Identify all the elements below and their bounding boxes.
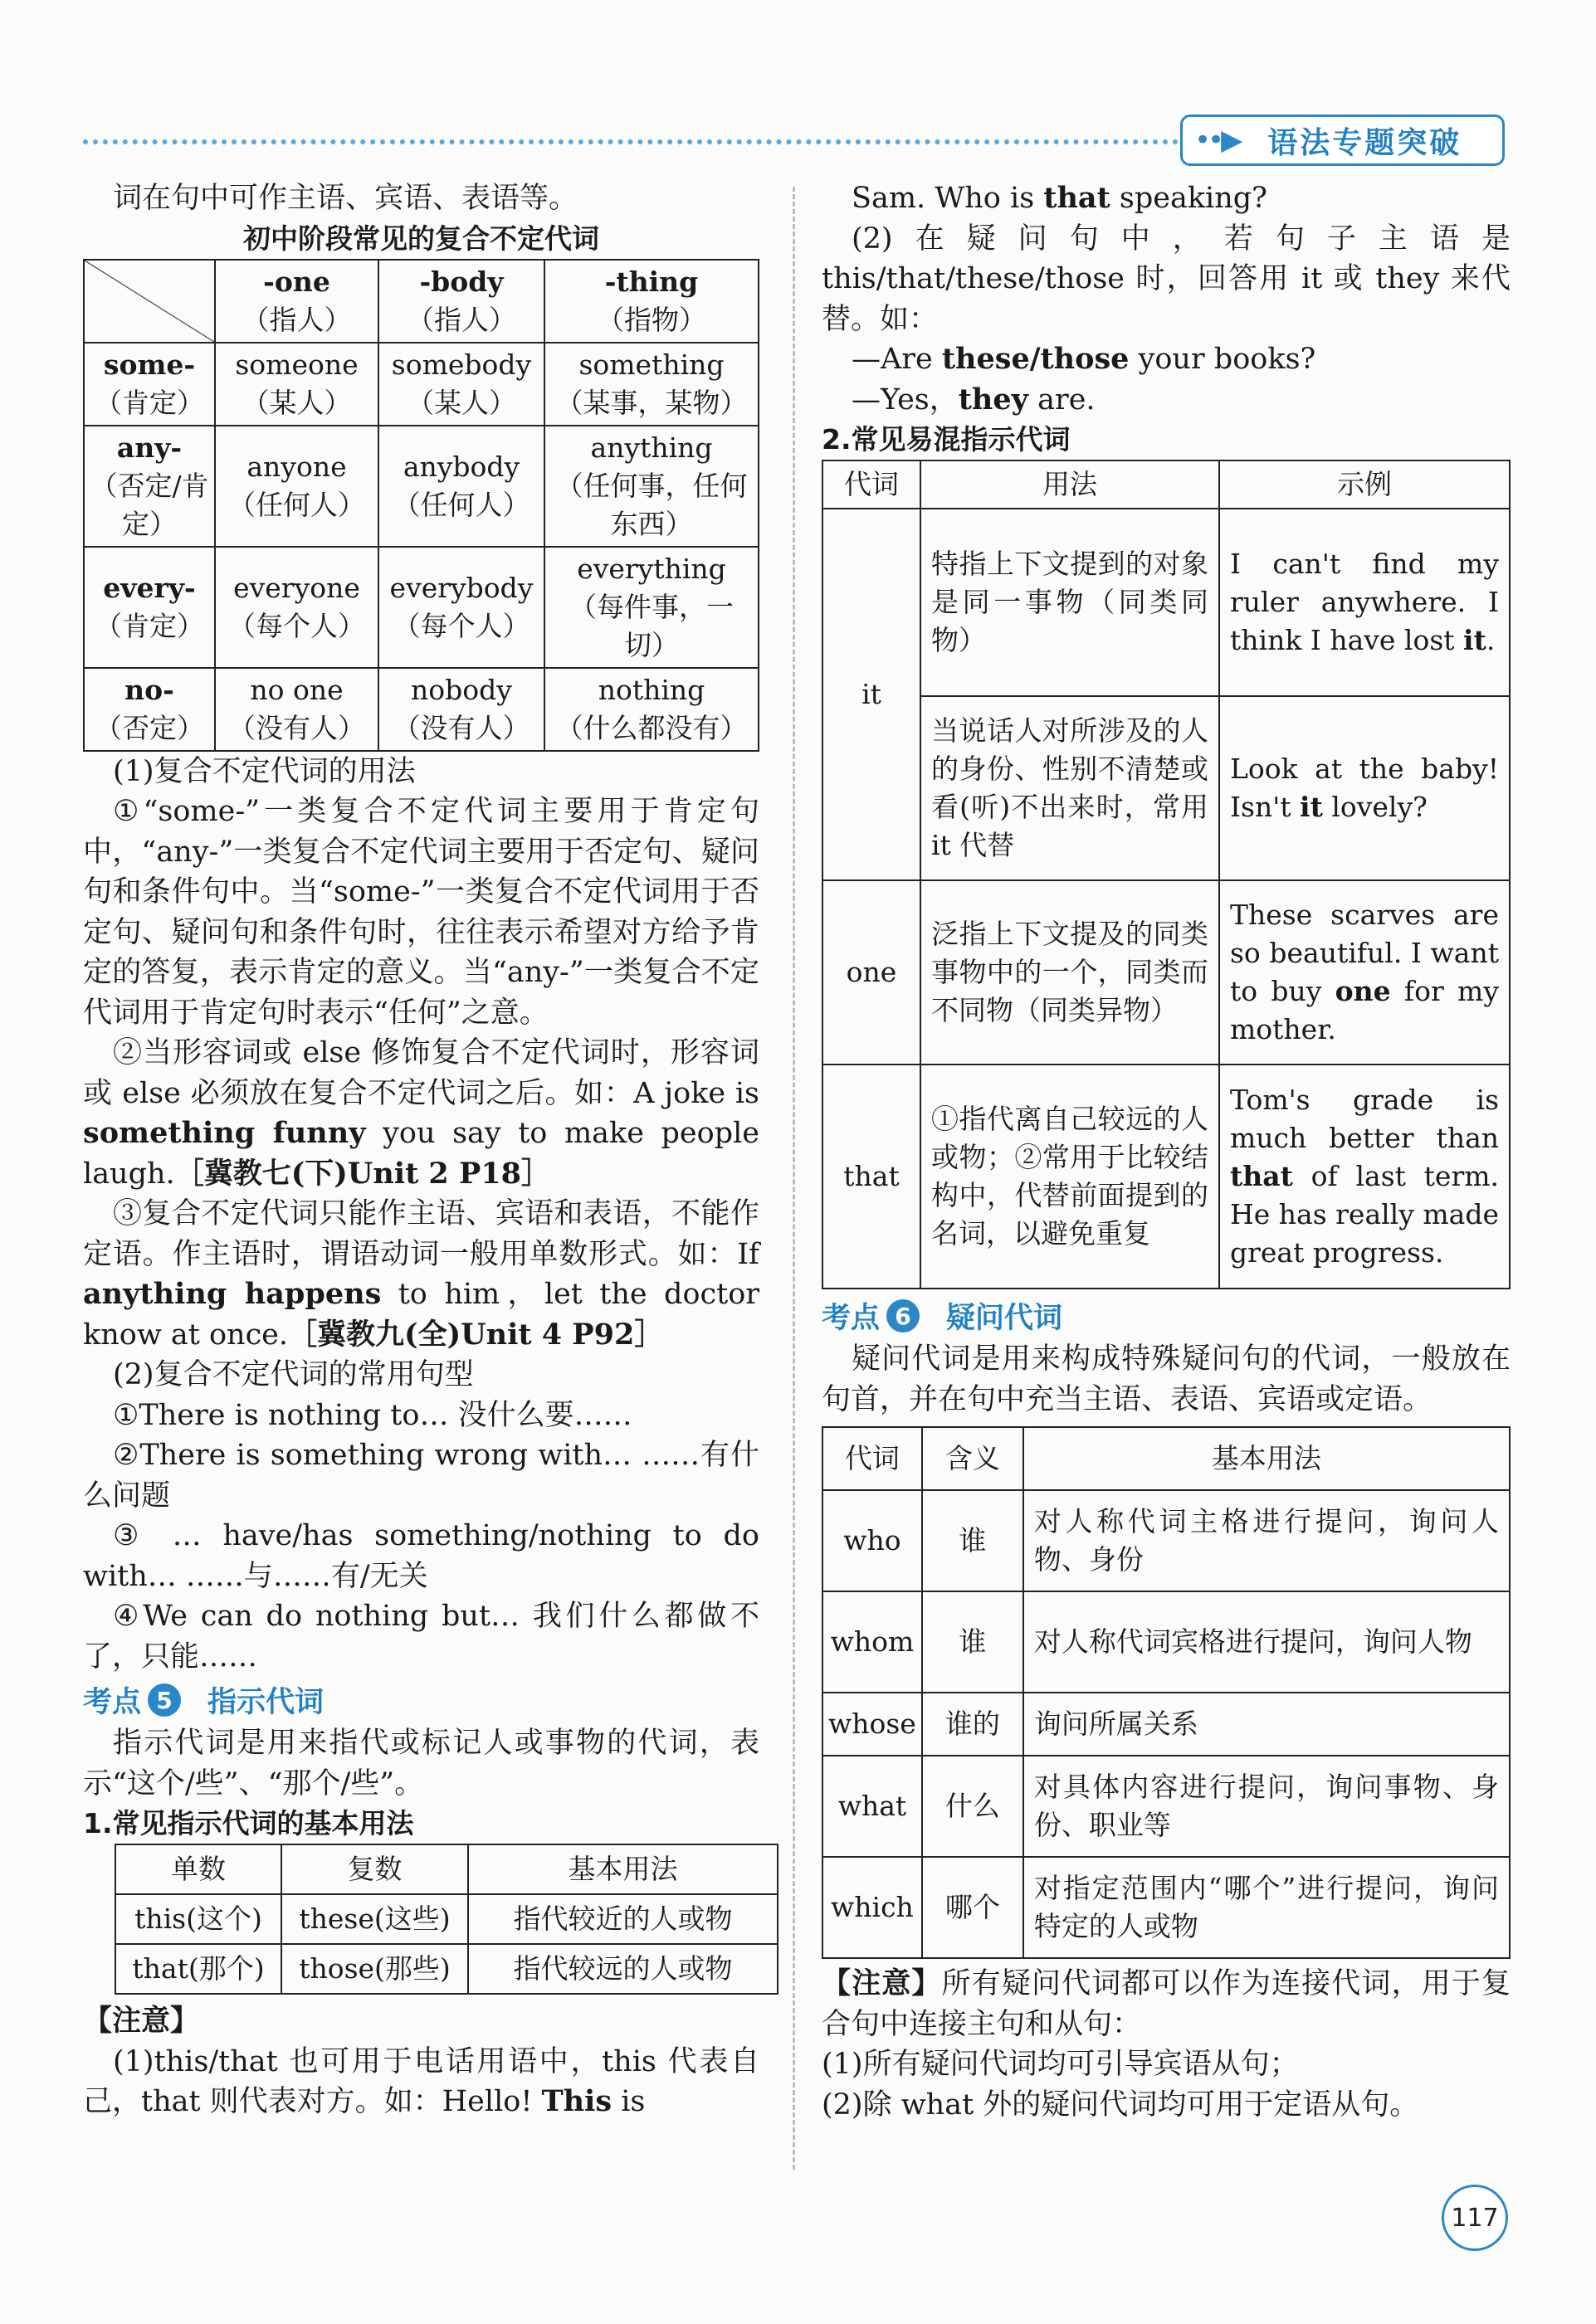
paragraph: Sam. Who is that speaking?	[852, 181, 1267, 215]
paragraph: (1)所有疑问代词均可引导宾语从句；	[822, 2048, 1299, 2081]
table-row: that ①指代离自己较远的人或物；②常用于比较结构中，代替前面提到的名词，以避免重复 Tom's grade is much better than that of last term. He has really made great progress.	[822, 1065, 1510, 1289]
table-row: it 特指上下文提到的对象是同一事物（同类同物） I can't find my ruler anywhere. I think I have lost it.	[822, 509, 1510, 696]
table-row: this(这个) these(这些) 指代较近的人或物	[115, 1894, 778, 1944]
paragraph: ④We can do nothing but… 我们什么都做不了，只能……	[83, 1600, 759, 1674]
header-cell: -body （指人）	[378, 260, 544, 343]
corner-cell	[84, 260, 215, 343]
intro-text: 词在句中可作主语、宾语、表语等。	[113, 182, 578, 215]
header-cell: -thing （指物）	[544, 260, 759, 343]
right-column	[822, 178, 1511, 2125]
paragraph: (2)复合不定代词的常用句型	[113, 1358, 474, 1391]
table-row: every- （肯定） everyone （每个人） everybody （每个人） everything （每件事，一切）	[84, 547, 759, 668]
note-heading: 【注意】	[83, 2005, 200, 2038]
note-paragraph: 【注意】所有疑问代词都可以作为连接代词，用于复合句中连接主句和从句：	[822, 1967, 1511, 2041]
paragraph: —Yes，they are.	[852, 382, 1096, 417]
number-badge: 6	[886, 1299, 920, 1333]
interrogative-table: 代词 含义 基本用法 who 谁 对人称代词主格进行提问，询问人物、身份 whom 谁 对人称代词宾格进行提问，询问人物 whose 谁的 询问所属关系 what 什么 对具体内容进行提问，询问事物、身份、职业等 which 哪个 对指定范围内“哪个”进行提问，询问特定的人或物	[822, 1426, 1511, 1959]
table-row: one 泛指上下文提及的同类事物中的一个，同类而不同物（同类异物） These scarves are so beautiful. I want to buy one for my mother.	[822, 880, 1510, 1065]
paragraph: ①“some-”一类复合不定代词主要用于肯定句中，“any-”一类复合不定代词主要用于否定句、疑问句和条件句中。当“some-”一类复合不定代词用于否定句、疑问句和条件句时，往往表示希望对方给予肯定的答复，表示肯定的意义。当“any-”一类复合不定代词用于肯定句时表示“任何”之意。	[83, 795, 759, 1030]
paragraph: (1)复合不定代词的用法	[113, 754, 416, 788]
subheading: 1.常见指示代词的基本用法	[83, 1807, 414, 1839]
subheading: 2.常见易混指示代词	[822, 423, 1071, 456]
table-row: some- （肯定） someone （某人） somebody （某人） something （某事，某物）	[84, 343, 759, 426]
table-row: any- （否定/肯定） anyone （任何人） anybody （任何人） anything （任何事，任何东西）	[84, 426, 759, 547]
header-dotted-rule	[83, 139, 1179, 144]
section-heading-6: 考点 6 疑问代词	[822, 1293, 1511, 1339]
section-title: 语法专题突破	[1267, 125, 1462, 160]
section-heading-5: 考点 5 指示代词	[83, 1677, 759, 1723]
header-badge	[1180, 114, 1505, 166]
paragraph: (1)this/that 也可用于电话用语中，this 代表自己，that 则代表对方。如：Hello! This is	[83, 2044, 759, 2118]
table-row: which 哪个 对指定范围内“哪个”进行提问，询问特定的人或物	[822, 1857, 1510, 1958]
number-badge: 5	[148, 1683, 181, 1717]
table-row: what 什么 对具体内容进行提问，询问事物、身份、职业等	[822, 1756, 1510, 1857]
table-row: who 谁 对人称代词主格进行提问，询问人物、身份	[822, 1490, 1510, 1591]
left-column	[83, 178, 759, 2122]
paragraph: ①There is nothing to… 没什么要……	[113, 1398, 632, 1432]
paragraph: ②There is something wrong with… ……有什么问题	[83, 1439, 759, 1513]
table-caption: 初中阶段常见的复合不定代词	[243, 222, 599, 255]
confusable-pronoun-table: 代词 用法 示例 it 特指上下文提到的对象是同一事物（同类同物） I can't find my ruler anywhere. I think I have lost it. 当说话人对所涉及的人的身份、性别不清楚或看(听)不出来时，常用 it 代替 Look at the baby! Isn't it lovely? one 泛指上下文提及的同类事物中的一个，同类而不同物（同类异物） These scarves are so beautiful. I want to buy one for my mother. that ①指代离自己较远的人或物；②常用于比较结构中，代替前面提到的名词，以避免重复 Tom's grade is much better than that of last term. He has really made great progress.	[822, 460, 1511, 1289]
paragraph: (2)除 what 外的疑问代词均可用于定语从句。	[822, 2088, 1419, 2122]
table-row: 当说话人对所涉及的人的身份、性别不清楚或看(听)不出来时，常用 it 代替 Look at the baby! Isn't it lovely?	[822, 696, 1510, 880]
demonstrative-table: 单数 复数 基本用法 this(这个) these(这些) 指代较近的人或物 that(那个) those(那些) 指代较远的人或物	[115, 1844, 778, 1995]
indefinite-pronoun-table	[83, 259, 759, 752]
paragraph: —Are these/those your books?	[852, 342, 1316, 376]
column-divider	[793, 187, 795, 2170]
table-row: no- （否定） no one （没有人） nobody （没有人） nothing （什么都没有）	[84, 668, 759, 751]
page-number: 117	[1442, 2185, 1508, 2251]
table-row: whom 谁 对人称代词宾格进行提问，询问人物	[822, 1591, 1510, 1693]
header-cell: -one （指人）	[215, 260, 378, 343]
paragraph: 指示代词是用来指代或标记人或事物的代词，表示“这个/些”、“那个/些”。	[83, 1727, 759, 1800]
arrow-icon: ••▶	[1194, 124, 1240, 157]
table-row: that(那个) those(那些) 指代较远的人或物	[115, 1944, 778, 1994]
paragraph: ③复合不定代词只能作主语、宾语和表语，不能作定语。作主语时，谓语动词一般用单数形式。如：If anything happens to him，let the doctor know at once.［冀教九(全)Unit 4 P92］	[83, 1197, 759, 1352]
paragraph: ③ … have/has something/nothing to do with… ……与……有/无关	[83, 1519, 759, 1593]
paragraph: ②当形容词或 else 修饰复合不定代词时，形容词或 else 必须放在复合不定代词之后。如：A joke is something funny you say to make people laugh.［冀教七(下)Unit 2 P18］	[83, 1036, 759, 1191]
paragraph: (2)在疑问句中，若句子主语是 this/that/these/those 时，回答用 it 或 they 来代替。如：	[822, 222, 1511, 336]
paragraph: 疑问代词是用来构成特殊疑问句的代词，一般放在句首，并在句中充当主语、表语、宾语或定语。	[822, 1342, 1511, 1416]
table-row: whose 谁的 询问所属关系	[822, 1693, 1510, 1756]
